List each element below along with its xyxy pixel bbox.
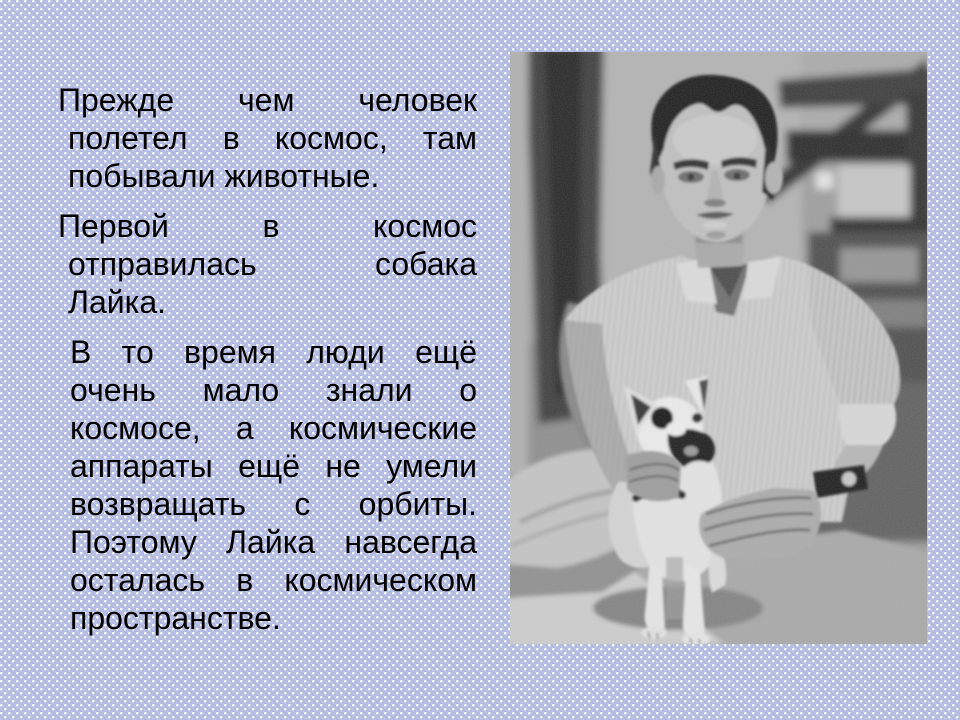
text-line: Прежде чем человек bbox=[58, 82, 477, 118]
korolev-laika-photo bbox=[510, 52, 927, 644]
paragraph-3 bbox=[68, 333, 477, 637]
paragraph-2 bbox=[58, 207, 477, 321]
text-line: Поэтому Лайка навсегда bbox=[70, 524, 477, 560]
text-line: Лайка. bbox=[68, 284, 167, 320]
text-line: Первой в космос bbox=[58, 208, 477, 244]
text-line: отправилась собака bbox=[68, 246, 477, 282]
text-line: В то время люди ещё bbox=[70, 334, 477, 370]
paragraph-1 bbox=[58, 81, 477, 195]
text-line: возвращать с орбиты. bbox=[70, 486, 477, 522]
text-line: очень мало знали о bbox=[70, 372, 477, 408]
text-line: космосе, а космические bbox=[70, 410, 477, 446]
body-text bbox=[58, 81, 477, 637]
text-line: пространстве. bbox=[70, 600, 281, 636]
text-line: осталась в космическом bbox=[70, 562, 477, 598]
text-line: полетел в космос, там bbox=[68, 120, 477, 156]
text-line: аппараты ещё не умели bbox=[70, 448, 477, 484]
text-line: побывали животные. bbox=[68, 158, 380, 194]
